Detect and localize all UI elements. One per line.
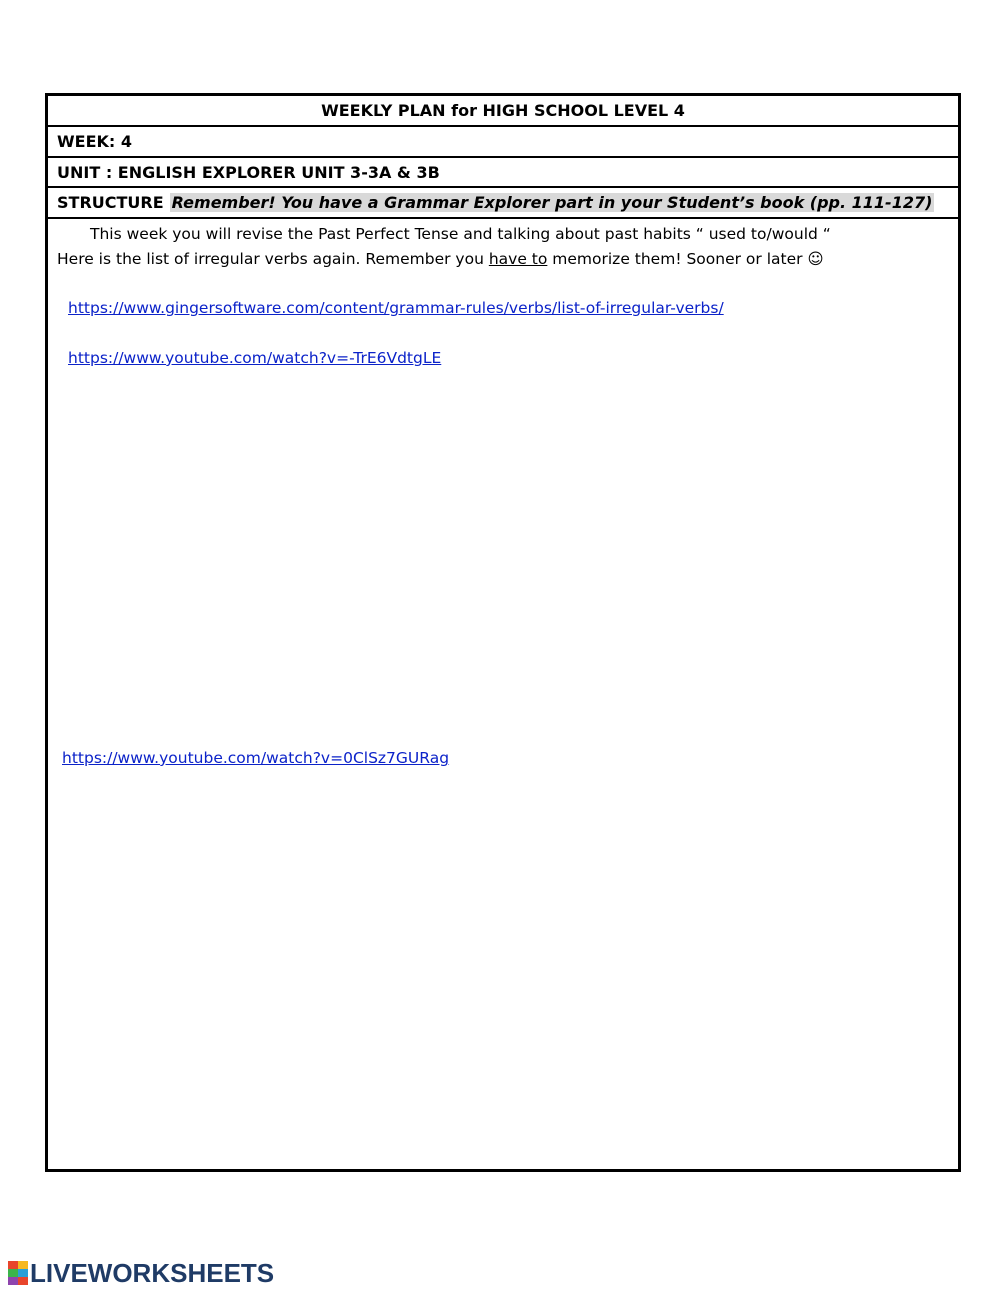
structure-label: STRUCTURE [57, 193, 164, 212]
youtube-link-1[interactable]: https://www.youtube.com/watch?v=-TrE6VdtgLE [68, 349, 442, 367]
unit-row: UNIT : ENGLISH EXPLORER UNIT 3-3A & 3B [48, 158, 958, 188]
have-to-emphasis: have to [488, 250, 548, 268]
weekly-plan-table [45, 93, 961, 1172]
structure-note: Remember! You have a Grammar Explorer part in your Student’s book (pp. 111-127) [171, 193, 933, 212]
logo-text: LIVEWORKSHEETS [30, 1257, 275, 1288]
week-row: WEEK: 4 [48, 127, 958, 158]
irregular-verbs-line [57, 250, 824, 268]
intro-line: This week you will revise the Past Perfect Tense and talking about past habits “ used to/would “ [90, 225, 831, 243]
logo-icon [8, 1261, 28, 1285]
structure-row [48, 188, 958, 219]
plan-title: WEEKLY PLAN for HIGH SCHOOL LEVEL 4 [48, 96, 958, 127]
irregular-verbs-text-end: memorize them! Sooner or later ☺ [547, 250, 824, 268]
irregular-verbs-text-start: Here is the list of irregular verbs again. Remember you [57, 250, 489, 268]
irregular-verbs-link[interactable]: https://www.gingersoftware.com/content/grammar-rules/verbs/list-of-irregular-verbs/ [68, 299, 724, 317]
youtube-link-2[interactable]: https://www.youtube.com/watch?v=0ClSz7GURag [62, 749, 450, 767]
content-area [48, 219, 958, 1169]
liveworksheets-logo[interactable] [8, 1259, 274, 1287]
